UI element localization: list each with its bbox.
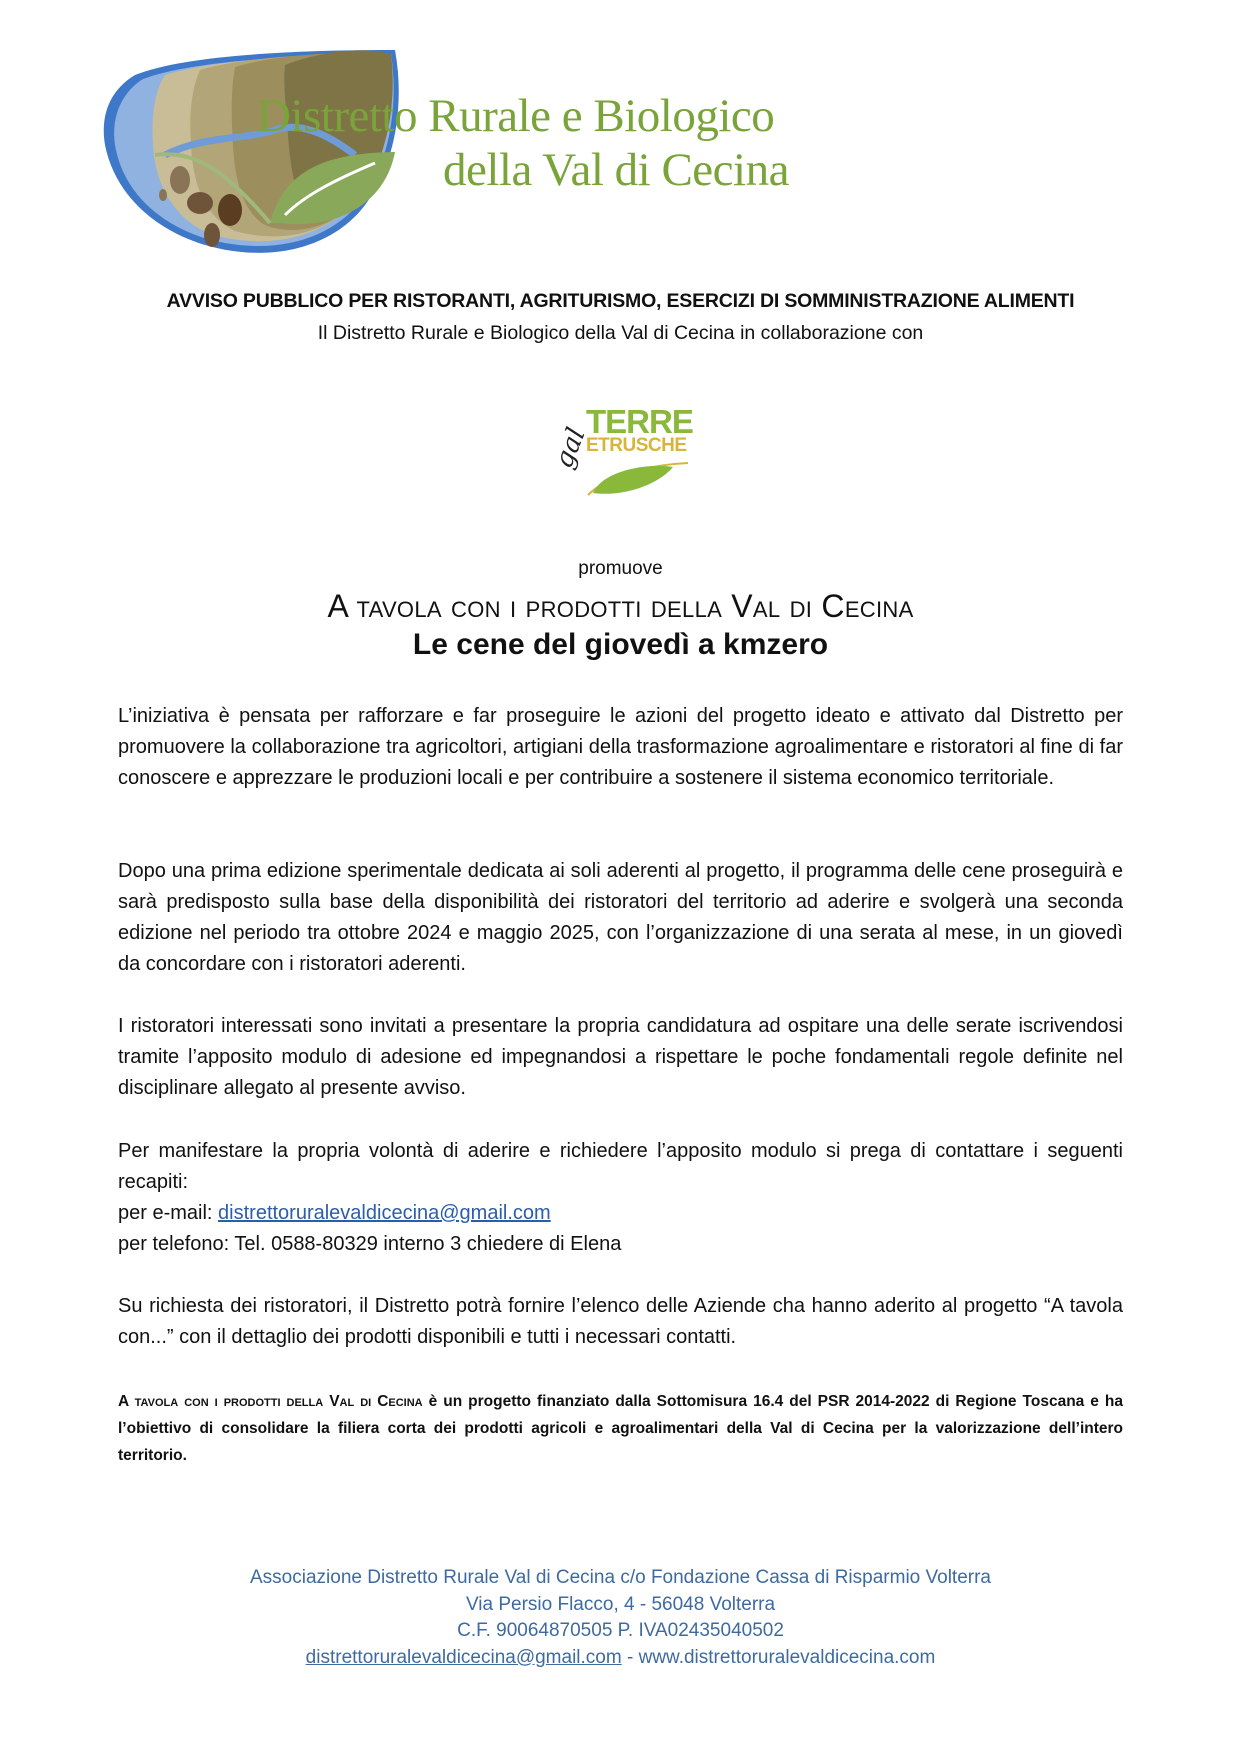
district-logo-line1: Distretto Rurale e Biologico <box>257 90 775 142</box>
collaboration-subtitle: Il Distretto Rurale e Biologico della Val di Cecina in collaborazione con <box>317 322 924 344</box>
paragraph-contacts <box>118 1136 1123 1260</box>
contact-email-line <box>118 1198 1123 1229</box>
public-notice-heading: AVVISO PUBBLICO PER RISTORANTI, AGRITURISMO, ESERCIZI DI SOMMINISTRAZIONE ALIMENTI <box>166 290 1075 312</box>
contact-phone-line: per telefono: Tel. 0588-80329 interno 3 chiedere di Elena <box>118 1233 622 1255</box>
footer-association: Associazione Distretto Rurale Val di Cecina c/o Fondazione Cassa di Risparmio Volterra <box>250 1567 991 1588</box>
funding-project-name: A tavola con i prodotti della Val di Cecina <box>118 1393 423 1410</box>
gal-terre-etrusche-logo <box>548 405 698 505</box>
project-title: A tavola con i prodotti della Val di Cecina <box>327 588 914 624</box>
promuove-label: promuove <box>578 558 663 579</box>
gal-script: gal <box>548 423 592 473</box>
paragraph-edition: Dopo una prima edizione sperimentale dedicata ai soli aderenti al progetto, il programma delle cene proseguirà e sarà predisposto sulla base della disponibilità dei ristoratori del territorio ad aderire e svolgerà una seconda edizione nel periodo tra ottobre 2024 e maggio 2025, con l’organizzazione di una serata al mese, in un giovedì da concordare con i ristoratori aderenti. <box>118 860 1123 975</box>
email-label: per e-mail: <box>118 1202 219 1224</box>
gal-terre: TERRE <box>586 403 693 440</box>
footer <box>0 1565 1241 1671</box>
paragraph-candidature: I ristoratori interessati sono invitati a presentare la propria candidatura ad ospitare una delle serate iscrivendosi tramite l’apposito modulo di adesione ed impegnandosi a rispettare le poche fondamentali regole definite nel disciplinare allegato al presente avviso. <box>118 1015 1123 1099</box>
paragraph-companies-list: Su richiesta dei ristoratori, il Distretto potrà fornire l’elenco delle Aziende cha hanno aderito al progetto “A tavola con...” con il dettaglio dei prodotti disponibili e tutti i necessari contatti. <box>118 1295 1123 1348</box>
footer-separator: - <box>621 1646 639 1668</box>
paragraph-initiative: L’iniziativa è pensata per rafforzare e far proseguire le azioni del progetto ideato e attivato dal Distretto per promuovere la collaborazione tra agricoltori, artigiani della trasformazione agroalimentare e ristoratori al fine di far conoscere e apprezzare le produzioni locali e per contribuire a sostenere il sistema economico territoriale. <box>118 705 1123 789</box>
district-logo <box>95 45 855 285</box>
footer-website[interactable]: www.distrettoruralevaldicecina.com <box>638 1646 936 1668</box>
district-logo-line2: della Val di Cecina <box>443 144 789 196</box>
footer-tax-codes: C.F. 90064870505 P. IVA02435040502 <box>457 1620 784 1641</box>
contacts-intro: Per manifestare la propria volontà di aderire e richiedere l’apposito modulo si prega di contattare i seguenti recapiti: <box>118 1140 1123 1193</box>
contact-email-link[interactable]: distrettoruralevaldicecina@gmail.com <box>218 1202 551 1224</box>
footer-contacts <box>0 1645 1241 1672</box>
footer-email-link[interactable]: distrettoruralevaldicecina@gmail.com <box>305 1646 622 1668</box>
footer-address: Via Persio Flacco, 4 - 56048 Volterra <box>465 1593 776 1615</box>
gal-etrusche: ETRUSCHE <box>586 435 687 456</box>
project-subtitle: Le cene del giovedì a kmzero <box>412 628 829 661</box>
funding-note <box>118 1388 1123 1469</box>
funding-text: è un progetto finanziato dalla Sottomisura 16.4 del PSR 2014-2022 di Regione Toscana e ha l’obiettivo di consolidare la filiera corta dei prodotti agricoli e agroalimentari della Val di Cecina per la valorizzazione dell’intero territorio. <box>118 1393 1123 1464</box>
